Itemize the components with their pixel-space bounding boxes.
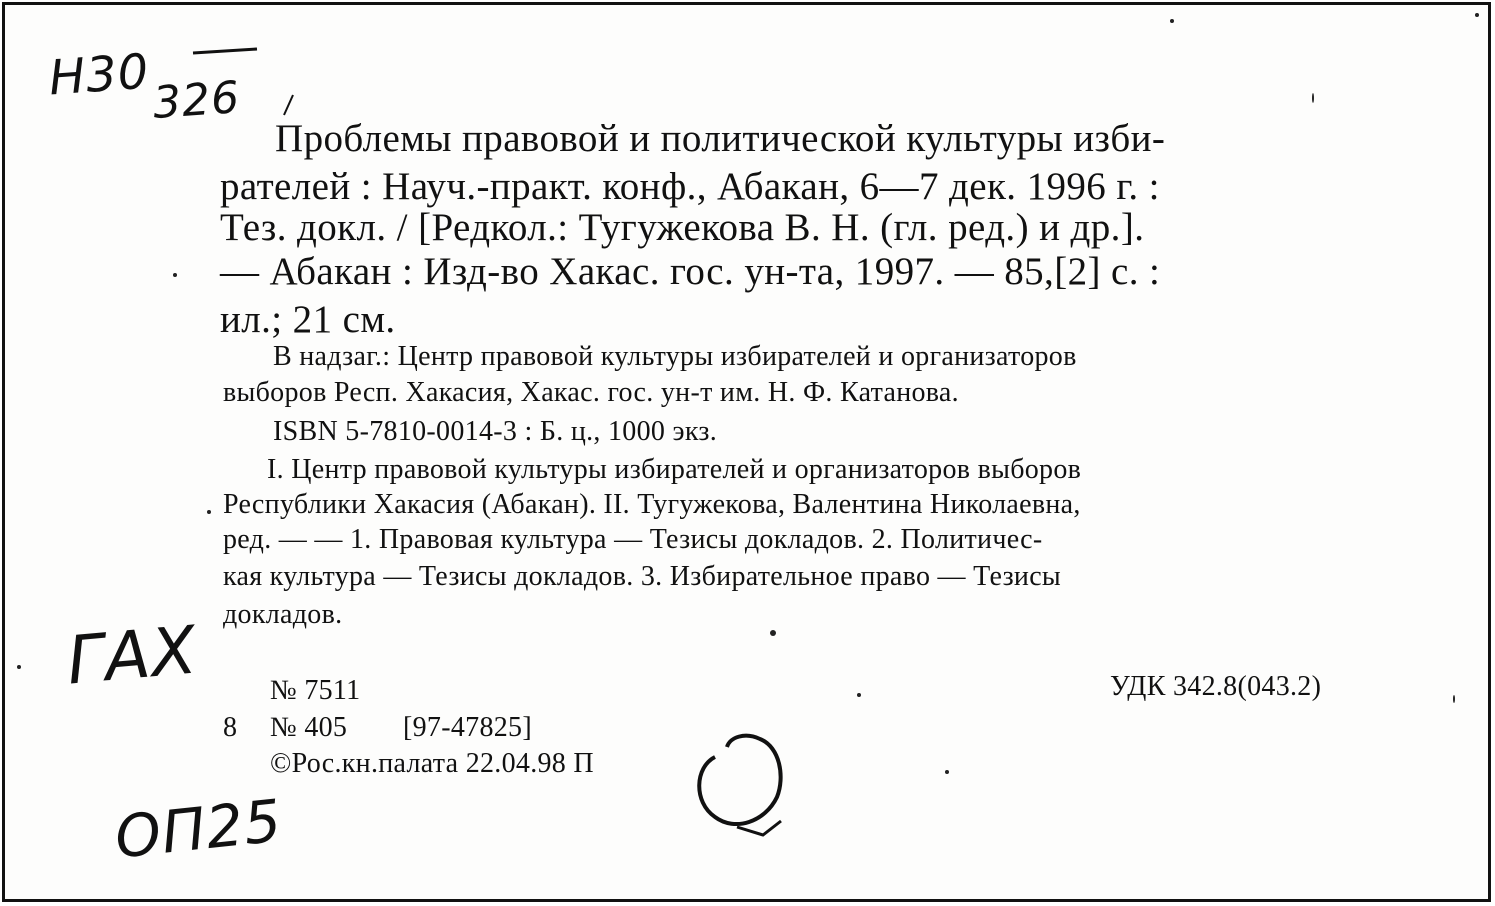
title-line-2: рателей : Науч.-практ. конф., Абакан, 6—7 дек. 1996 г. : [220, 165, 1160, 208]
record-number: № 7511 [270, 675, 361, 706]
stamp-scribble [685, 717, 795, 847]
note-line-2: выборов Респ. Хакасия, Хакас. гос. ун-т им. Н. Ф. Катанова. [223, 377, 959, 408]
registration-number: № 405 [270, 712, 348, 743]
subject-line-4: кая культура — Тезисы докладов. 3. Избирательное право — Тезисы [223, 561, 1062, 592]
speck [1312, 93, 1314, 103]
subject-line-1: I. Центр правовой культуры избирателей и организаторов выборов [267, 454, 1082, 485]
title-line-1: Проблемы правовой и политической культуры изби- [275, 117, 1166, 160]
handwritten-library-mark: ГАХ [63, 611, 201, 700]
speck [1170, 19, 1174, 23]
speck [17, 665, 21, 669]
title-line-4: — Абакан : Изд-во Хакас. гос. ун-та, 1997. — 85,[2] с. : [220, 250, 1161, 293]
speck [207, 510, 211, 514]
handwritten-call-number-bottom: 326 [151, 72, 242, 129]
slash-stroke [281, 93, 297, 117]
udc-code: УДК 342.8(043.2) [1110, 671, 1322, 702]
footer-prefix: 8 [223, 712, 238, 743]
catalog-card [2, 2, 1491, 902]
speck [945, 770, 949, 774]
title-line-5: ил.; 21 см. [220, 298, 396, 341]
overline-stroke [191, 45, 261, 57]
note-line-1: В надзаг.: Центр правовой культуры избирателей и организаторов [273, 341, 1077, 372]
handwritten-call-number-top: Н30 [47, 43, 152, 107]
subject-line-3: ред. — — 1. Правовая культура — Тезисы докладов. 2. Политичес- [223, 524, 1043, 555]
title-line-3: Тез. докл. / [Редкол.: Тугужекова В. Н. (гл. ред.) и др.]. [220, 206, 1145, 249]
speck [1453, 695, 1455, 703]
subject-line-5: докладов. [223, 599, 343, 630]
book-chamber-imprint: ©Рос.кн.палата 22.04.98 П [270, 748, 594, 779]
speck [1475, 13, 1479, 17]
bracket-code: [97-47825] [403, 712, 532, 743]
subject-line-2: Республики Хакасия (Абакан). II. Тугужекова, Валентина Николаевна, [223, 489, 1081, 520]
isbn-line: ISBN 5-7810-0014-3 : Б. ц., 1000 экз. [273, 416, 718, 447]
speck [770, 630, 776, 636]
handwritten-shelf-mark: ОП25 [111, 786, 286, 872]
speck [857, 693, 861, 697]
speck [173, 273, 177, 277]
